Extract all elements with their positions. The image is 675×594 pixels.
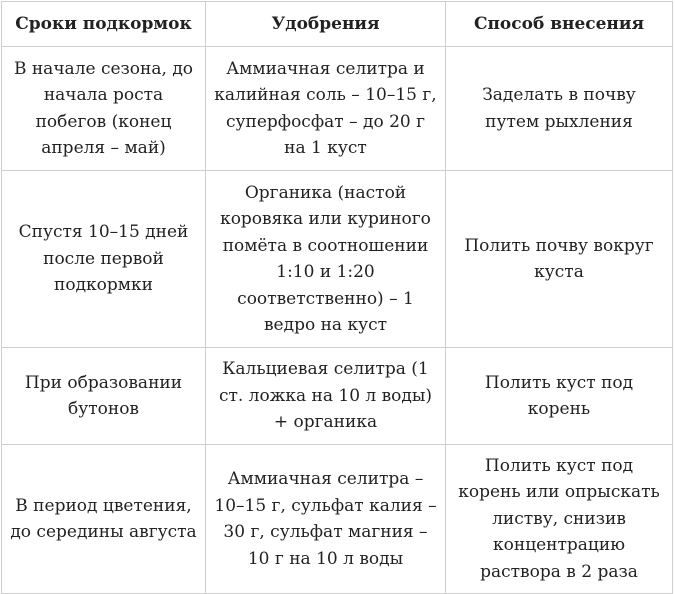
cell-fertilizer: Аммиачная селитра и калийная соль – 10–15 г, суперфосфат – до 20 г на 1 куст <box>206 47 446 171</box>
cell-fertilizer: Органика (настой коровяка или куриного помёта в соотношении 1:10 и 1:20 соответственно) – 1 ведро на куст <box>206 171 446 348</box>
cell-timing: При образовании бутонов <box>2 348 206 445</box>
header-timing: Сроки подкормок <box>2 2 206 47</box>
cell-fertilizer: Кальциевая селитра (1 ст. ложка на 10 л воды) + органика <box>206 348 446 445</box>
cell-method: Полить куст под корень или опрыскать листву, снизив концентрацию раствора в 2 раза <box>446 445 673 594</box>
cell-method: Заделать в почву путем рыхления <box>446 47 673 171</box>
cell-timing: В начале сезона, до начала роста побегов (конец апреля – май) <box>2 47 206 171</box>
cell-method: Полить куст под корень <box>446 348 673 445</box>
cell-fertilizer: Аммиачная селитра – 10–15 г, сульфат калия – 30 г, сульфат магния – 10 г на 10 л воды <box>206 445 446 594</box>
table-header-row <box>2 2 673 47</box>
cell-timing: В период цветения, до середины августа <box>2 445 206 594</box>
table-row <box>2 171 673 348</box>
table-row <box>2 348 673 445</box>
cell-timing: Спустя 10–15 дней после первой подкормки <box>2 171 206 348</box>
cell-method: Полить почву вокруг куста <box>446 171 673 348</box>
table-row <box>2 445 673 594</box>
table-row <box>2 47 673 171</box>
header-fertilizer: Удобрения <box>206 2 446 47</box>
header-method: Способ внесения <box>446 2 673 47</box>
fertilizing-schedule-table <box>1 1 673 594</box>
